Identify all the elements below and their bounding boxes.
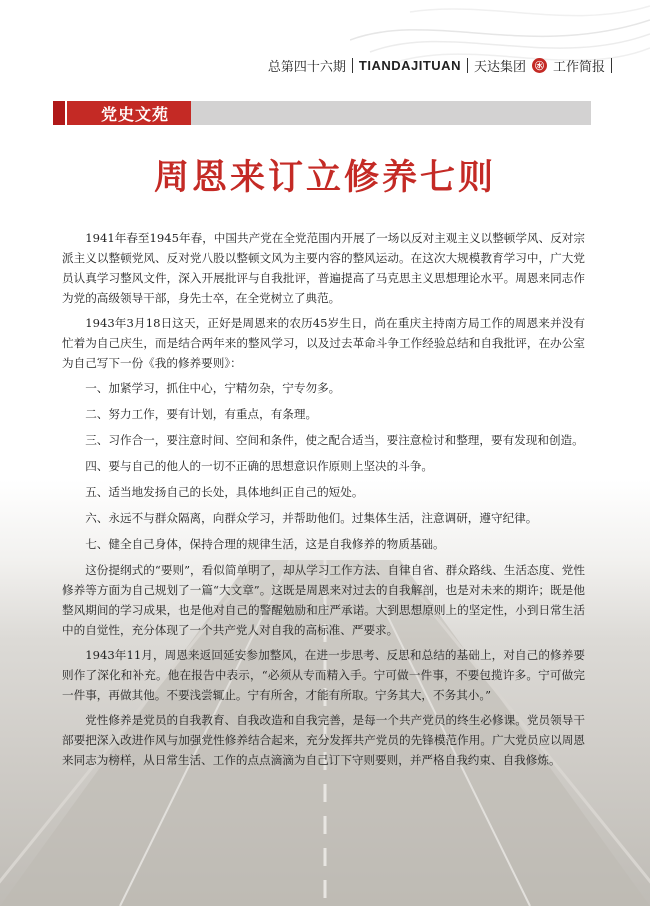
article-paragraph: 1943年3月18日这天，正好是周恩来的农历45岁生日，尚在重庆主持南方局工作的周恩来并没有忙着为自己庆生，而是结合两年来的整风学习，以及过去革命斗争工作经验总结和自我批评，在办公室为自己写下一份《我的修养要则》： <box>62 316 585 370</box>
header-divider <box>467 58 468 73</box>
article-title: 周恩来订立修养七则 <box>153 158 496 198</box>
rule-item: 三、习作合一，要注意时间、空间和条件，使之配合适当，要注意检讨和整理，要有发现和创造。 <box>85 433 584 447</box>
article-body <box>62 228 585 775</box>
rule-item: 六、永远不与群众隔离，向群众学习，并帮助他们。过集体生活，注意调研，遵守纪律。 <box>85 511 538 525</box>
brand-chinese: 天达集团 <box>473 59 526 75</box>
rule-item: 七、健全自己身体，保持合理的规律生活，这是自我修养的物质基础。 <box>85 537 445 551</box>
section-label: 党史文苑 <box>101 104 170 124</box>
article-paragraph: 1941年春至1945年春，中国共产党在全党范围内开展了一场以反对主观主义以整顿学风、反对宗派主义以整顿党风、反对党八股以整顿文风为主要内容的整风运动。在这次大规模教育学习中，广大党员认真学习整风文件，深入开展批评与自我批评，普遍提高了马克思主义思想理论水平。周恩来同志作为党的高级领导干部，身先士卒，在全党树立了典范。 <box>62 231 585 305</box>
article-paragraph: 这份提纲式的“要则”，看似简单明了，却从学习工作方法、自律自省、群众路线、生活态度、党性修养等方面为自己规划了一篇“大文章”。这既是周恩来对过去的自我解剖，也是对未来的期许；既是他整风期间的学习成果，也是他对自己的警醒勉励和庄严承诺。大到思想原则上的坚定性，小到日常生活中的自觉性，充分体现了一个共产党人对自我的高标准、严要求。 <box>62 563 585 637</box>
article-paragraph: 党性修养是党员的自我教育、自我改造和自我完善，是每一个共产党员的终生必修课。党员领导干部要把深入改进作风与加强党性修养结合起来，充分发挥共产党员的先锋模范作用。广大党员应以周恩来同志为榜样，从日常生活、工作的点点滴滴为自己订下守则要则，并严格自我约束、自我修炼。 <box>62 713 585 767</box>
rule-item: 二、努力工作，要有计划，有重点，有条理。 <box>85 407 318 421</box>
page-header <box>268 56 612 74</box>
publication-name: 工作简报 <box>552 59 605 75</box>
company-logo-icon: ㊌ <box>532 58 547 73</box>
article-paragraph: 1943年11月，周恩来返回延安参加整风，在进一步思考、反思和总结的基础上，对自己的修养要则作了深化和补充。他在报告中表示，“必须从专而精入手。宁可做一件事，不要包揽许多。宁可做完一件事，再做其他。不要浅尝辄止。宁有所舍，才能有所取。宁务其大，不务其小。” <box>62 648 585 702</box>
rule-item: 一、加紧学习，抓住中心，宁精勿杂，宁专勿多。 <box>85 381 341 395</box>
rule-item: 四、要与自己的他人的一切不正确的思想意识作原则上坚决的斗争。 <box>85 459 434 473</box>
rule-item: 五、适当地发扬自己的长处，具体地纠正自己的短处。 <box>85 485 364 499</box>
issue-number: 总第四十六期 <box>267 59 346 75</box>
header-divider <box>352 58 353 73</box>
brand-english: TIANDAJITUAN <box>358 57 461 73</box>
section-tab <box>53 101 191 125</box>
header-divider <box>611 58 612 73</box>
